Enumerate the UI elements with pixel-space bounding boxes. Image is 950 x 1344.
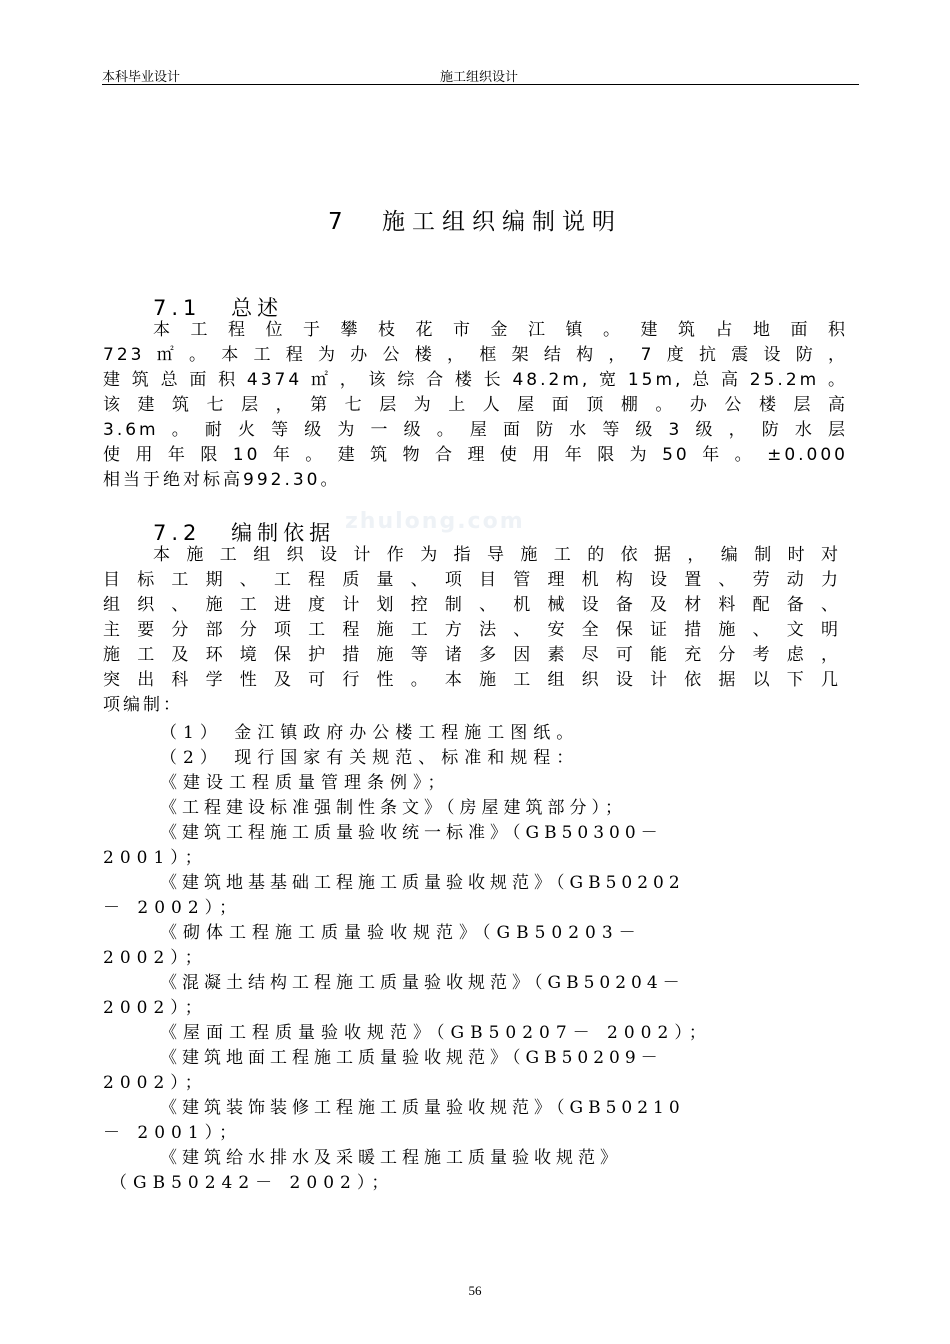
list-item: 《建筑地基基础工程施工质量验收规范》（GB50202 [160, 873, 685, 893]
section-2-body [103, 543, 841, 718]
header-center-text: 施工组织设计 [440, 70, 519, 85]
list-item: 2002）； [103, 948, 208, 968]
chapter-title: 7 施工组织编制说明 [328, 209, 622, 235]
text-line: 该建筑七层，第七层为上人屋面顶棚。办公楼层高 [103, 395, 848, 415]
list-item: － 2001）； [103, 1123, 243, 1143]
text-line: 本工程位于攀枝花市金江镇。建筑占地面积 [153, 320, 848, 340]
header-left-text: 本科毕业设计 [102, 70, 181, 85]
page-header [102, 64, 859, 85]
text-line: 组织、施工进度计划控制、机械设备及材料配备、 [103, 595, 841, 615]
list-item: 《建筑给水排水及采暖工程施工质量验收规范》 [160, 1148, 622, 1168]
text-line: 突出科学性及可行性。本施工组织设计依据以下几 [103, 670, 841, 690]
text-line: 主要分部分项工程施工方法、安全保证措施、文明 [103, 620, 841, 640]
text-line: 使用年限10年。建筑物合理使用年限为50年。±0.000 [103, 445, 848, 465]
list-item: 2002）； [103, 1073, 208, 1093]
list-item: 《工程建设标准强制性条文》（房屋建筑部分）； [160, 798, 627, 818]
watermark: zhulong.com [345, 509, 525, 534]
page-number: 56 [468, 1283, 482, 1298]
text-line: 本施工组织设计作为指导施工的依据，编制时对 [153, 545, 841, 565]
list-item: （GB50242－ 2002）； [110, 1173, 395, 1193]
text-line: 3.6m。耐火等级为一级。屋面防水等级3级，防水层 [103, 420, 848, 440]
list-item: － 2002）； [103, 898, 243, 918]
list-item: 2002）； [103, 998, 208, 1018]
text-line: 建筑总面积4374㎡，该综合楼长48.2m,宽15m,总高25.2m。 [103, 370, 848, 390]
list-item: 《建筑工程施工质量验收统一标准》（GB50300－ [160, 823, 663, 843]
section-1-title: 7.1 总述 [153, 296, 284, 320]
list-item: 《建设工程质量管理条例》； [160, 773, 451, 793]
list-item: 《建筑装饰装修工程施工质量验收规范》（GB50210 [160, 1098, 685, 1118]
list-item: 《屋面工程质量验收规范》（GB50207－ 2002）； [160, 1023, 712, 1043]
text-line: 施工及环境保护措施等诸多因素尽可能充分考虑， [103, 645, 841, 665]
section-1-body [103, 318, 848, 493]
list-item: 《混凝土结构工程施工质量验收规范》（GB50204－ [160, 973, 685, 993]
text-line: 相当于绝对标高992.30。 [103, 470, 341, 490]
list-item: （1） 金江镇政府办公楼工程施工图纸。 [160, 723, 580, 743]
text-line: 项编制： [103, 695, 183, 715]
text-line: 723㎡。本工程为办公楼，框架结构，7度抗震设防， [103, 345, 848, 365]
list-item: 《砌体工程施工质量验收规范》（GB50203－ [160, 923, 642, 943]
list-item: 2001）； [103, 848, 208, 868]
list-item: 《建筑地面工程施工质量验收规范》（GB50209－ [160, 1048, 663, 1068]
list-item: （2） 现行国家有关规范、标准和规程： [160, 748, 580, 768]
text-line: 目标工期、工程质量、项目管理机构设置、劳动力 [103, 570, 841, 590]
section-2-title: 7.2 编制依据 [153, 521, 336, 545]
